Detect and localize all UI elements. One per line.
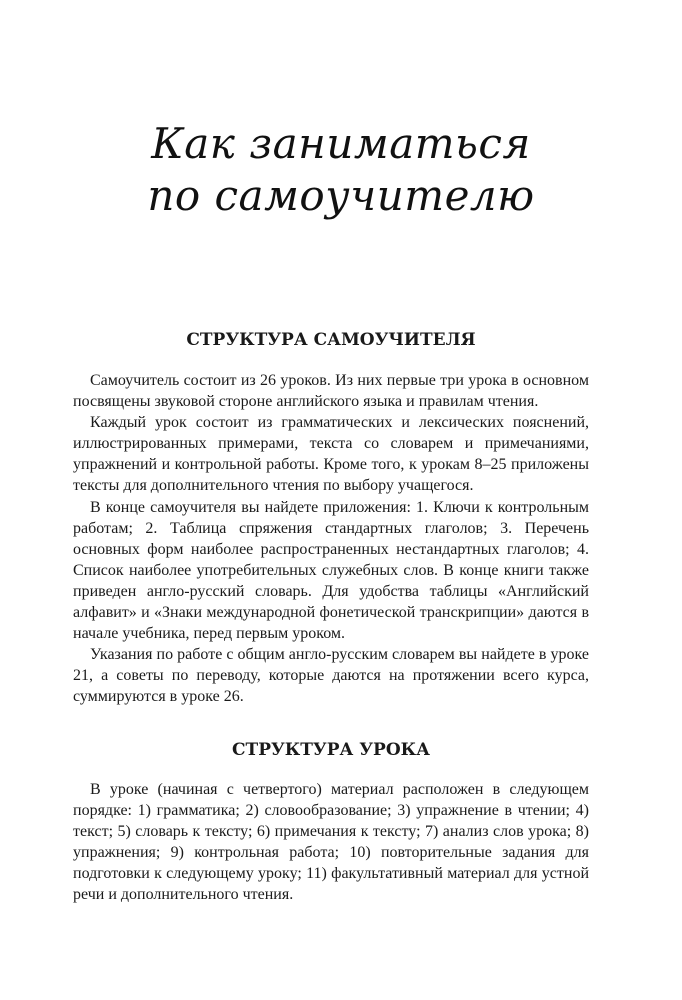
section-body-structure-of-lesson: [73, 779, 589, 906]
paragraph: В конце самоучителя вы найдете приложения: 1. Ключи к контрольным работам; 2. Таблица спряжения стандартных глаголов; 3. Перечень основных форм наиболее распространенных нестандартных глаголов; 4. Список наиболее употребительных служебных слов. В конце книги также приведен англо-русский словарь. Для удобства таблицы «Английский алфавит» и «Знаки международной фонетической транскрипции» даются в начале учебника, перед первым уроком.: [73, 498, 589, 643]
paragraph: Каждый урок состоит из грамматических и лексических пояснений, иллюстрированных примерами, текста со словарем и примечаниями, упражнений и контрольной работы. Кроме того, к урокам 8–25 приложены тексты для дополнительного чтения по выбору учащегося.: [73, 414, 589, 495]
paragraph: Самоучитель состоит из 26 уроков. Из них первые три урока в основном посвящены звуковой стороне английского языка и правилам чтения.: [73, 372, 589, 411]
section-heading-structure-of-tutorial: СТРУКТУРА САМОУЧИТЕЛЯ: [186, 330, 476, 350]
chapter-title-line-1: Как заниматься: [151, 119, 531, 168]
section-heading-structure-of-lesson: СТРУКТУРА УРОКА: [232, 739, 430, 760]
page-content: [73, 329, 589, 905]
section-body-structure-of-tutorial: [73, 370, 589, 708]
paragraph: Указания по работе с общим англо-русским словарем вы найдете в уроке 21, а советы по переводу, которые даются на протяжении всего курса, суммируются в уроке 26.: [73, 646, 589, 706]
chapter-title: [0, 118, 682, 222]
paragraph: В уроке (начиная с четвертого) материал расположен в следующем порядке: 1) грамматика; 2) словообразование; 3) упражнение в чтении; 4) текст; 5) словарь к тексту; 6) примечания к тексту; 7) анализ слов урока; 8) упражнения; 9) контрольная работа; 10) повторительные задания для подготовки к следующему уроку; 11) факультативный материал для устной речи и дополнительного чтения.: [73, 780, 589, 903]
chapter-title-line-2: по самоучителю: [147, 171, 535, 220]
